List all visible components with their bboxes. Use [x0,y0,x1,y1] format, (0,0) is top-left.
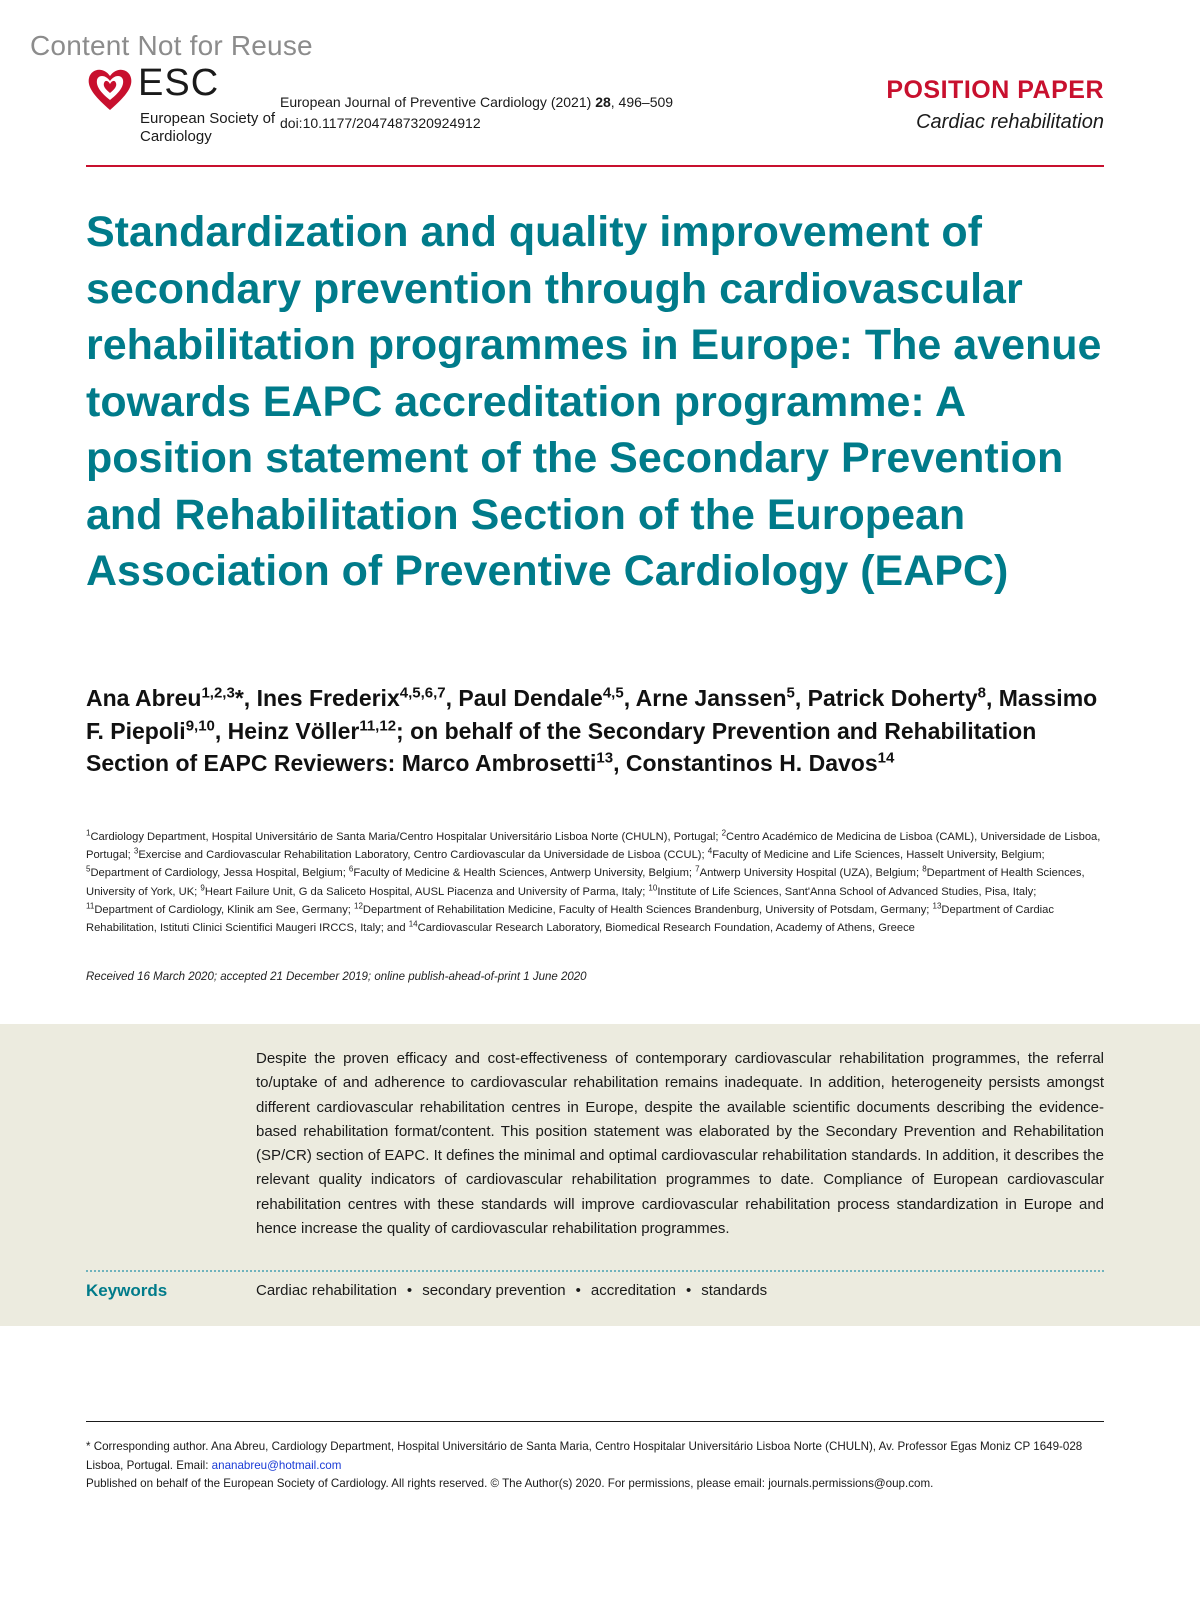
keyword-item: secondary prevention [422,1282,566,1299]
author-name: Arne Janssen [635,685,787,711]
author-affiliation-marker: 13 [596,749,614,767]
affiliation-text: Exercise and Cardiovascular Rehabilitation Laboratory, Centro Cardiovascular da Universidade de Lisboa (CCUL); [138,849,708,862]
journal-name: European Journal of Preventive Cardiology (2021) [280,94,592,110]
author-affiliation-marker: 9,10 [185,716,215,734]
heart-logo-icon [86,66,134,112]
author-separator: , [613,750,626,776]
author-name: Paul Dendale [458,685,603,711]
affiliation-text: Institute of Life Sciences, Sant'Anna School of Advanced Studies, Pisa, Italy; [657,885,1037,898]
affiliation-number: 10 [648,882,658,892]
affiliation-number: 5 [86,864,91,874]
journal-citation [280,92,673,134]
keywords-label: Keywords [86,1281,168,1300]
author-affiliation-marker: 5 [786,684,795,702]
journal-doi: doi:10.1177/2047487320924912 [280,115,481,131]
watermark-text: Content Not for Reuse [30,30,313,61]
author-separator: , [445,685,459,711]
keyword-bullet: • [685,1282,692,1299]
logo-society-name: European Society of Cardiology [140,110,276,145]
affiliation-number: 7 [695,864,700,874]
author-list [86,682,1116,780]
affiliation-text: Faculty of Medicine and Life Sciences, Hasselt University, Belgium; [712,849,1045,862]
author-affiliation-marker: 4,5,6,7 [399,684,446,702]
affiliation-number: 11 [86,901,95,911]
affiliation-number: 3 [133,846,139,856]
affiliations [86,828,1106,937]
affiliation-text: Faculty of Medicine & Health Sciences, Antwerp University, Belgium; [353,867,696,880]
paper-section-label: Cardiac rehabilitation [916,111,1104,133]
affiliation-text: Centro Académico de Medicina de Lisboa (CAML), Universidade de Lisboa, Portugal; [86,831,1101,862]
affiliation-text: Department of Cardiology, Jessa Hospital, Belgium; [90,867,349,880]
paper-type-label: POSITION PAPER [886,76,1104,104]
author-affiliation-marker: 8 [977,684,986,702]
keyword-item: accreditation [590,1282,676,1299]
header-divider [86,165,1104,167]
author-name: Patrick Doherty [807,685,978,711]
keywords-list [256,1282,767,1299]
footnote [86,1438,1106,1494]
publication-dates: Received 16 March 2020; accepted 21 December 2019; online publish-ahead-of-print 1 June 2020 [86,971,587,983]
author-separator: ; on behalf of the Secondary Prevention and Rehabilitation Section of EAPC Reviewers: Marco [86,717,1037,776]
author-name: Ana Abreu [86,685,202,711]
journal-pages: , 496–509 [610,94,674,110]
logo-abbreviation: ESC [138,62,220,104]
paper-type [886,76,1104,134]
affiliation-number: 9 [200,882,205,892]
author-separator: , [214,717,228,744]
email-link[interactable]: ananabreu@hotmail.com [211,1458,342,1472]
abstract-text: Despite the proven efficacy and cost-effectiveness of contemporary cardiovascular rehabilitation programmes, the referral to/uptake of and adherence to cardiovascular rehabilitation remains inadequate. In addition, heterogeneity persists amongst different cardiovascular rehabilitation centres in Europe, despite the available scientific documents describing the evidence-based rehabilitation format/content. This position statement was elaborated by the Secondary Prevention and Rehabilitation (SP/CR) section of EAPC. It defines the minimal and optimal cardiovascular rehabilitation standards. In addition, it describes the relevant quality indicators of cardiovascular rehabilitation programmes to date. Compliance of European cardiovascular rehabilitation centres with these standards will improve cardiovascular rehabilitation process standardization in Europe and hence increase the quality of cardiovascular rehabilitation programmes. [256,1050,1104,1238]
affiliation-number: 8 [922,864,927,874]
keyword-item: standards [701,1282,768,1299]
affiliation-number: 1 [86,828,91,838]
footnote-divider [86,1421,1104,1422]
affiliation-text: Cardiovascular Research Laboratory, Biomedical Research Foundation, Academy of Athens, Greece [417,922,915,935]
affiliation-text: Antwerp University Hospital (UZA), Belgium; [699,867,923,880]
affiliation-text: Heart Failure Unit, G da Saliceto Hospital, AUSL Piacenza and University of Parma, Italy; [204,885,649,898]
author-separator: , [985,685,999,711]
author-name: Heinz Völler [227,717,360,744]
author-name: Constantinos H. Davos [625,750,878,776]
author-name: Ines Frederix [256,685,400,711]
author-affiliation-marker: 1,2,3 [201,684,235,702]
affiliation-number: 4 [707,846,713,856]
corresponding-author: * Corresponding author. Ana Abreu, Cardiology Department, Hospital Universitário de Santa Maria, Centro Hospitalar Universitário Lisboa Norte (CHULN), Av. Professor Egas Moniz CP 1649-028 Lisboa, Portugal. Email: [86,1440,1083,1472]
publisher-notice: Published on behalf of the European Society of Cardiology. All rights reserved. © The Author(s) 2020. For permissions, please email: journals.permissions@oup.com. [86,1477,934,1490]
author-separator: , [623,685,636,711]
keyword-item: Cardiac rehabilitation [256,1282,397,1299]
author-name: Massimo F. Piepoli [86,685,1098,744]
author-separator: *, [234,685,257,711]
author-affiliation-marker: 11,12 [359,716,397,734]
affiliation-number: 14 [408,919,418,929]
affiliation-text: Department of Cardiology, Klinik am See, Germany; [94,903,355,916]
journal-volume: 28 [595,94,611,110]
author-affiliation-marker: 4,5 [602,684,624,702]
affiliation-text: Cardiology Department, Hospital Universitário de Santa Maria/Centro Hospitalar Universitário Lisboa Norte (CHULN), Portugal; [90,831,722,843]
esc-logo [86,62,286,150]
keyword-bullet: • [406,1282,413,1299]
author-name: Ambrosetti [474,750,597,776]
keyword-bullet: • [575,1282,581,1299]
affiliation-number: 6 [348,864,354,874]
affiliation-number: 13 [932,901,942,911]
author-affiliation-marker: 14 [877,749,895,767]
affiliation-text: Department of Health Sciences, University of York, UK; [86,867,1085,898]
affiliation-number: 12 [354,901,363,911]
affiliation-number: 2 [721,828,727,838]
keywords-divider [86,1270,1104,1272]
affiliation-text: Department of Cardiac Rehabilitation, Istituti Clinici Scientifici Maugeri IRCCS, Italy; and [86,903,1054,935]
author-separator: , [794,685,808,711]
affiliation-text: Department of Rehabilitation Medicine, Faculty of Health Sciences Brandenburg, University of Potsdam, Germany; [362,903,933,916]
paper-title: Standardization and quality improvement of secondary prevention through cardiovascular rehabilitation programmes in Europe: The avenue towards EAPC accreditation programme: A position statement of the Secondary Prevention and Rehabilitation Section of the European Association of Preventive Cardiology (EAPC) [86,208,1102,595]
